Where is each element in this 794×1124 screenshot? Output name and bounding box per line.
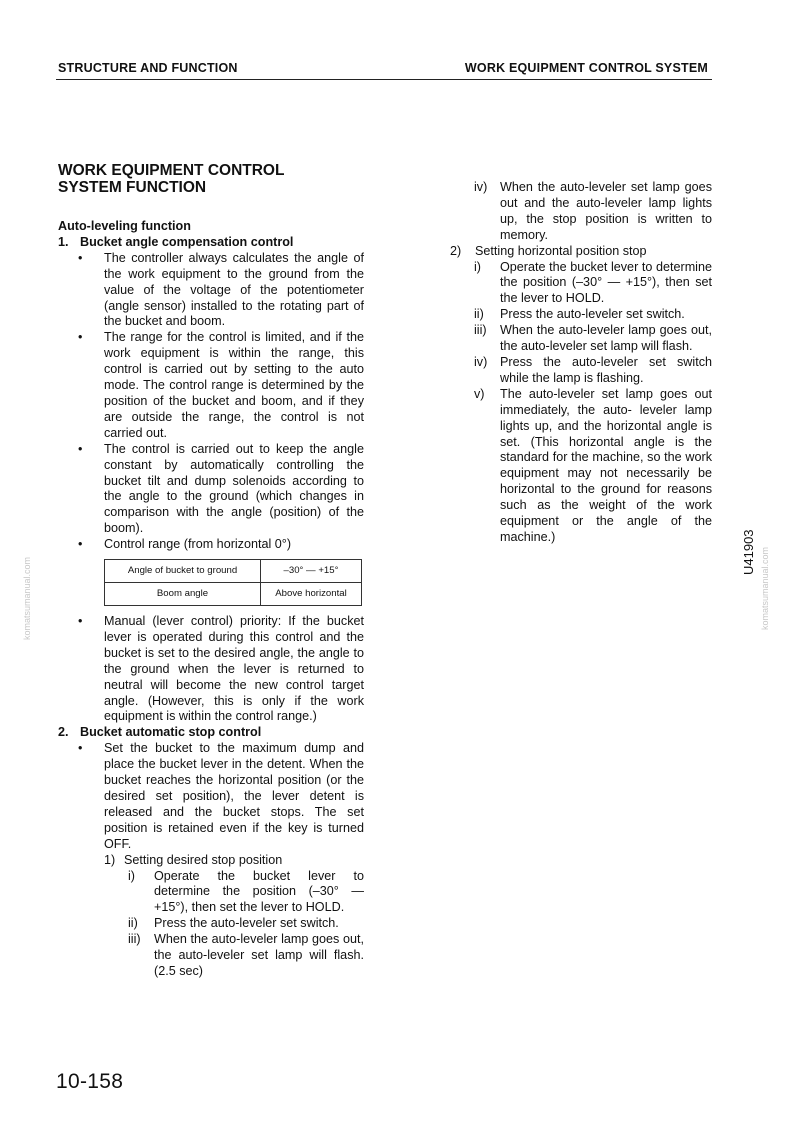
item1-number: 1. [58, 234, 69, 249]
bullet-item [58, 330, 364, 441]
page-title-line1: WORK EQUIPMENT CONTROL [58, 162, 285, 179]
step-item [58, 916, 364, 932]
page-number: 10-158 [56, 1070, 124, 1093]
control-range-table [104, 559, 362, 606]
subsection-row [450, 244, 712, 260]
step-item [58, 869, 364, 917]
item2-heading-row [58, 725, 364, 741]
step-item [450, 260, 712, 308]
step-number: iii) [474, 323, 487, 338]
bullet-text: The control is carried out to keep the angle constant by automatically controlling the bucket tilt and dump solenoids according to the angle to the ground (which changes in comparison with the angle (position) of the boom). [104, 441, 364, 536]
table-row [105, 583, 362, 606]
figure-code: U41903 [741, 529, 756, 575]
bullet-item [58, 251, 364, 331]
table-row [105, 560, 362, 583]
header-left-title: STRUCTURE AND FUNCTION [58, 61, 238, 75]
bullet-item [58, 741, 364, 852]
step-text: Press the auto-leveler set switch. [500, 307, 685, 322]
step-item [450, 387, 712, 546]
step-text: The auto-leveler set lamp goes out immediately, the auto- leveler lamp lights up, and the horizontal angle is set. (This horizontal angle is the standard for the machine, so the work equipment may not necessarily be horizontal to the ground for reasons such as the weight of the work equipment or the angle of the machine.) [500, 386, 712, 544]
step-item [450, 180, 712, 244]
step-number: i) [128, 868, 135, 883]
header-right-title: WORK EQUIPMENT CONTROL SYSTEM [464, 61, 708, 75]
table-cell-label: Angle of bucket to ground [105, 560, 261, 583]
step-item [450, 355, 712, 387]
bullet-icon: • [78, 330, 83, 345]
bullet-icon: • [78, 250, 83, 265]
subsection-text: Setting horizontal position stop [475, 243, 647, 258]
bullet-item [58, 537, 364, 553]
item2-heading: Bucket automatic stop control [80, 725, 262, 740]
step-number: ii) [474, 307, 484, 322]
step-text: Operate the bucket lever to determine the position (–30° — +15°), then set the lever to HOLD. [500, 259, 712, 306]
item1-heading-row [58, 235, 364, 251]
bullet-icon: • [78, 741, 83, 756]
step-item [450, 307, 712, 323]
step-item [58, 932, 364, 980]
watermark-left: komatsumanual.com [22, 556, 32, 640]
subsection-text: Setting desired stop position [124, 852, 283, 867]
bullet-text: The range for the control is limited, and if the work equipment is within the range, this control is carried out by setting to the auto mode. The control range is determined by the position of the bucket and boom, and if they are outside the range, the control is not carried out. [104, 330, 364, 440]
step-text: Press the auto-leveler set switch. [154, 916, 339, 931]
table-cell-label: Boom angle [105, 583, 261, 606]
bullet-item [58, 442, 364, 537]
section-heading: Auto-leveling function [58, 219, 191, 233]
header-rule [56, 79, 712, 80]
bullet-item [58, 614, 364, 725]
watermark-right: komatsumanual.com [760, 546, 770, 630]
step-number: iv) [474, 354, 488, 369]
bullet-text: The controller always calculates the angle of the work equipment to the ground from the value of the voltage of the potentiometer (angle sensor) installed to the rotating part of the bucket and boom. [104, 250, 364, 329]
step-text: When the auto-leveler set lamp goes out and the auto-leveler lamp lights up, the stop position is written to memory. [500, 180, 712, 242]
table-cell-value: –30° — +15° [261, 560, 362, 583]
step-text: When the auto-leveler lamp goes out, the auto-leveler set lamp will flash. (2.5 sec) [154, 932, 364, 978]
subsection-number: 1) [104, 852, 116, 867]
step-text: Press the auto-leveler set switch while the lamp is flashing. [500, 354, 712, 385]
step-number: v) [474, 386, 485, 401]
left-column [58, 219, 364, 980]
step-item [450, 323, 712, 355]
page-title [58, 163, 284, 196]
step-number: iii) [128, 932, 141, 947]
right-column [450, 180, 712, 546]
bullet-text: Set the bucket to the maximum dump and place the bucket lever in the detent. When the bucket reaches the horizontal position (or the desired set position), the lever detent is released and the bucket stops. The set position is retained even if the key is turned OFF. [104, 741, 364, 851]
bullet-text: Manual (lever control) priority: If the bucket lever is operated during this control and the bucket is set to the desired angle, the angle to the ground when the lever is returned to neutral will become the new control target angle. (However, this is only if the work equipment is within the control range.) [104, 614, 364, 724]
step-number: ii) [128, 916, 138, 931]
subsection-number: 2) [450, 243, 462, 258]
bullet-icon: • [78, 614, 83, 629]
item2-number: 2. [58, 725, 69, 740]
step-text: When the auto-leveler lamp goes out, the auto-leveler set lamp will flash. [500, 323, 712, 354]
step-text: Operate the bucket lever to determine the position (–30° — +15°), then set the lever to HOLD. [154, 868, 364, 915]
page-title-line2: SYSTEM FUNCTION [58, 178, 207, 196]
table-cell-value: Above horizontal [261, 583, 362, 606]
step-number: i) [474, 259, 481, 274]
item1-heading: Bucket angle compensation control [80, 234, 294, 249]
step-number: iv) [474, 180, 488, 194]
bullet-text: Control range (from horizontal 0°) [104, 537, 292, 552]
subsection-row [58, 853, 364, 869]
bullet-icon: • [78, 441, 83, 456]
bullet-icon: • [78, 537, 83, 552]
